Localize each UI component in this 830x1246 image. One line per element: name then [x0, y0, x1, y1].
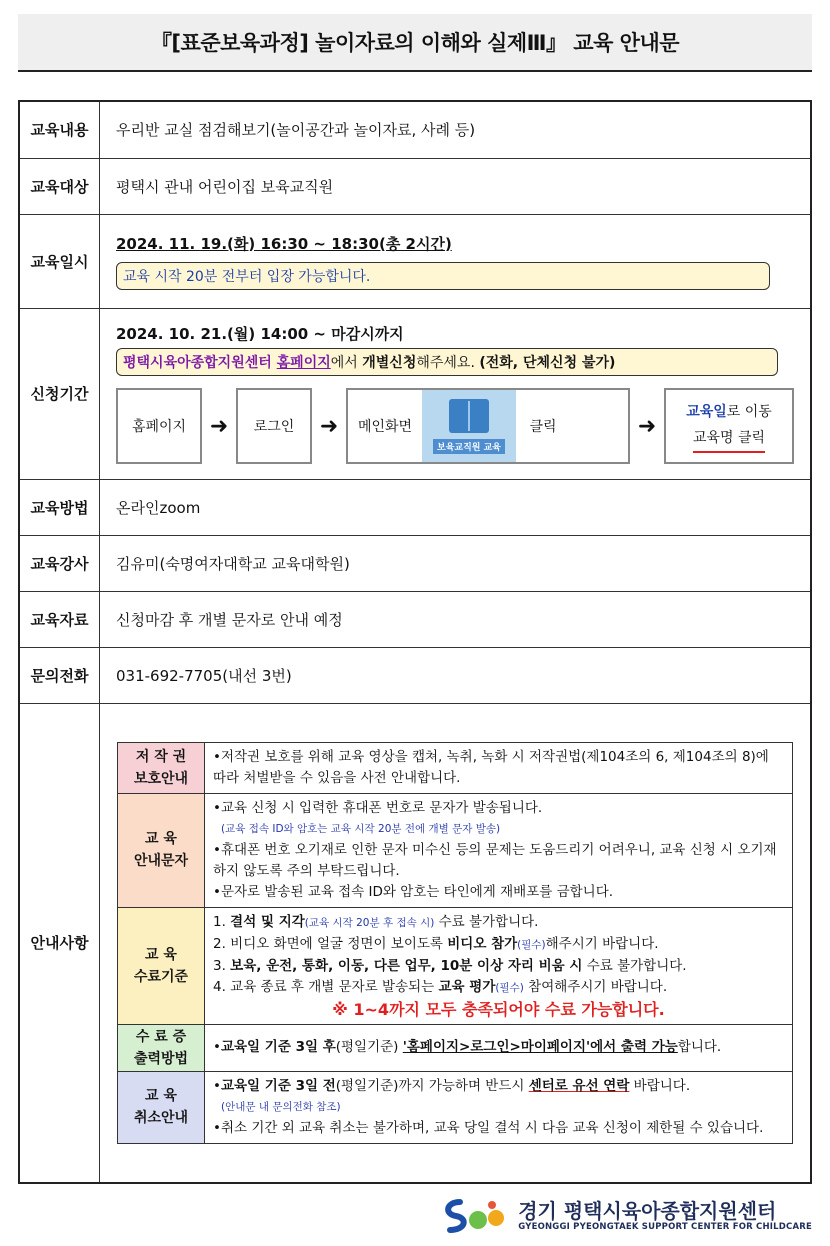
apply-note	[116, 348, 778, 376]
row-value	[100, 308, 812, 479]
guide-cell	[100, 703, 812, 1183]
apply-period: 2024. 10. 21.(월) 14:00 ~ 마감시까지	[116, 325, 404, 343]
row-value: 031-692-7705(내선 3번)	[100, 647, 812, 703]
book-icon	[449, 399, 489, 433]
guide-text: •교육일 기준 3일 전(평일기준)까지 가능하며 반드시 센터로 유선 연락 바랍니다. (안내문 내 문의전화 참조) •취소 기간 외 교육 취소는 불가하며, 교육 당일 결석 시 다음 교육 신청이 제한될 수 있습니다.	[205, 1071, 793, 1143]
row-value: 평택시 관내 어린이집 보육교직원	[100, 158, 812, 214]
step-click-label: 클릭	[529, 419, 557, 435]
guide-completion	[118, 907, 793, 1024]
guide-text: •교육 신청 시 입력한 휴대폰 번호로 문자가 발송됩니다. (교육 접속 ID와 암호는 교육 시작 20분 전에 개별 문자 발송) •휴대폰 번호 오기재로 인한 문자 미수신 등의 문제는 도움드리기 어려우니, 교육 신청 시 오기재하지 않도록 주의 부탁드립니다. •문자로 발송된 교육 접속 ID와 암호는 타인에게 재배포를 금합니다.	[205, 793, 793, 907]
footer-english: GYEONGGI PYEONGTAEK SUPPORT CENTER FOR CHILDCARE	[518, 1222, 812, 1232]
entry-note: 교육 시작 20분 전부터 입장 가능합니다.	[116, 262, 770, 290]
row-label: 안내사항	[19, 703, 100, 1183]
guide-certificate	[118, 1024, 793, 1071]
row-content	[19, 101, 811, 158]
step-homepage: 홈페이지	[116, 388, 202, 464]
arrow-right-icon: ➜	[319, 413, 339, 439]
step-login: 로그인	[236, 388, 312, 464]
guide-label: 교 육 취소안내	[118, 1071, 205, 1143]
guide-text: 1. 결석 및 지각(교육 시작 20분 후 접속 시) 수료 불가합니다. 2. 비디오 화면에 얼굴 정면이 보이도록 비디오 참가(필수)해주시기 바랍니다. 3. 보육, 운전, 통화, 이동, 다른 업무, 10분 이상 자리 비움 시 수료 불가합니다. 4. 교육 종료 후 개별 문자로 발송되는 교육 평가(필수) 참여해주시기 바랍니다. ※ 1~4까지 모두 충족되어야 수료 가능합니다.	[205, 907, 793, 1024]
row-apply	[19, 308, 811, 479]
row-target	[19, 158, 811, 214]
row-material	[19, 591, 811, 647]
row-label: 교육대상	[19, 158, 100, 214]
guide-sms	[118, 793, 793, 907]
guide-label: 저 작 권 보호안내	[118, 742, 205, 793]
guide-label: 교 육 수료기준	[118, 907, 205, 1024]
step-main-label: 메인화면	[357, 419, 413, 435]
row-label: 교육방법	[19, 479, 100, 535]
row-label: 교육내용	[19, 101, 100, 158]
page-title: 『[표준보육과정] 놀이자료의 이해와 실제Ⅲ』 교육 안내문	[18, 14, 812, 72]
row-label: 문의전화	[19, 647, 100, 703]
guide-label: 교 육 안내문자	[118, 793, 205, 907]
row-label: 신청기간	[19, 308, 100, 479]
center-name: 평택시육아종합지원센터	[123, 355, 277, 371]
small-note: (교육 접속 ID와 암호는 교육 시작 20분 전에 개별 문자 발송)	[221, 822, 501, 835]
row-value: 우리반 교실 점검해보기(놀이공간과 놀이자료, 사례 등)	[100, 101, 812, 158]
info-table	[18, 100, 812, 1184]
no-phone-note: (전화, 단체신청 불가)	[479, 355, 616, 371]
row-method	[19, 479, 811, 535]
center-logo-icon	[438, 1196, 512, 1236]
row-label: 교육강사	[19, 535, 100, 591]
completion-warning: ※ 1~4까지 모두 충족되어야 수료 가능합니다.	[332, 999, 665, 1019]
row-value: 신청마감 후 개별 문자로 안내 예정	[100, 591, 812, 647]
row-value: 김유미(숙명여자대학교 교육대학원)	[100, 535, 812, 591]
staff-education-icon[interactable]	[422, 390, 516, 462]
guide-table	[117, 742, 793, 1144]
guide-copyright	[118, 742, 793, 793]
course-click-label: 교육명 클릭	[693, 425, 765, 453]
row-phone	[19, 647, 811, 703]
footer-name: 경기 평택시육아종합지원센터	[518, 1199, 777, 1223]
row-label: 교육자료	[19, 591, 100, 647]
book-caption: 보육교직원 교육	[433, 439, 505, 454]
step-main	[346, 388, 630, 464]
edu-date-label: 교육일	[686, 404, 727, 420]
small-note: (안내문 내 문의전화 참조)	[221, 1100, 341, 1113]
arrow-right-icon: ➜	[209, 413, 229, 439]
step-course	[664, 388, 794, 464]
apply-steps	[116, 388, 794, 464]
guide-label: 수 료 증 출력방법	[118, 1024, 205, 1071]
datetime-value: 2024. 11. 19.(화) 16:30 ~ 18:30(총 2시간)	[116, 234, 452, 253]
row-datetime	[19, 214, 811, 308]
row-guide	[19, 703, 811, 1183]
guide-cancel	[118, 1071, 793, 1143]
note-text: 해주세요.	[416, 355, 480, 371]
individual-apply: 개별신청	[362, 355, 417, 371]
footer	[438, 1196, 812, 1236]
row-lecturer	[19, 535, 811, 591]
row-value: 온라인zoom	[100, 479, 812, 535]
row-value	[100, 214, 812, 308]
homepage-link[interactable]: 홈페이지	[276, 355, 331, 371]
move-label: 로 이동	[726, 404, 772, 420]
guide-text: •저작권 보호를 위해 교육 영상을 캡쳐, 녹취, 녹화 시 저작권법(제104조의 6, 제104조의 8)에 따라 처벌받을 수 있음을 사전 안내합니다.	[205, 742, 793, 793]
note-text: 에서	[330, 355, 363, 371]
arrow-right-icon: ➜	[637, 413, 657, 439]
row-label: 교육일시	[19, 214, 100, 308]
guide-text: •교육일 기준 3일 후(평일기준) '홈페이지>로그인>마이페이지'에서 출력 가능합니다.	[205, 1024, 793, 1071]
